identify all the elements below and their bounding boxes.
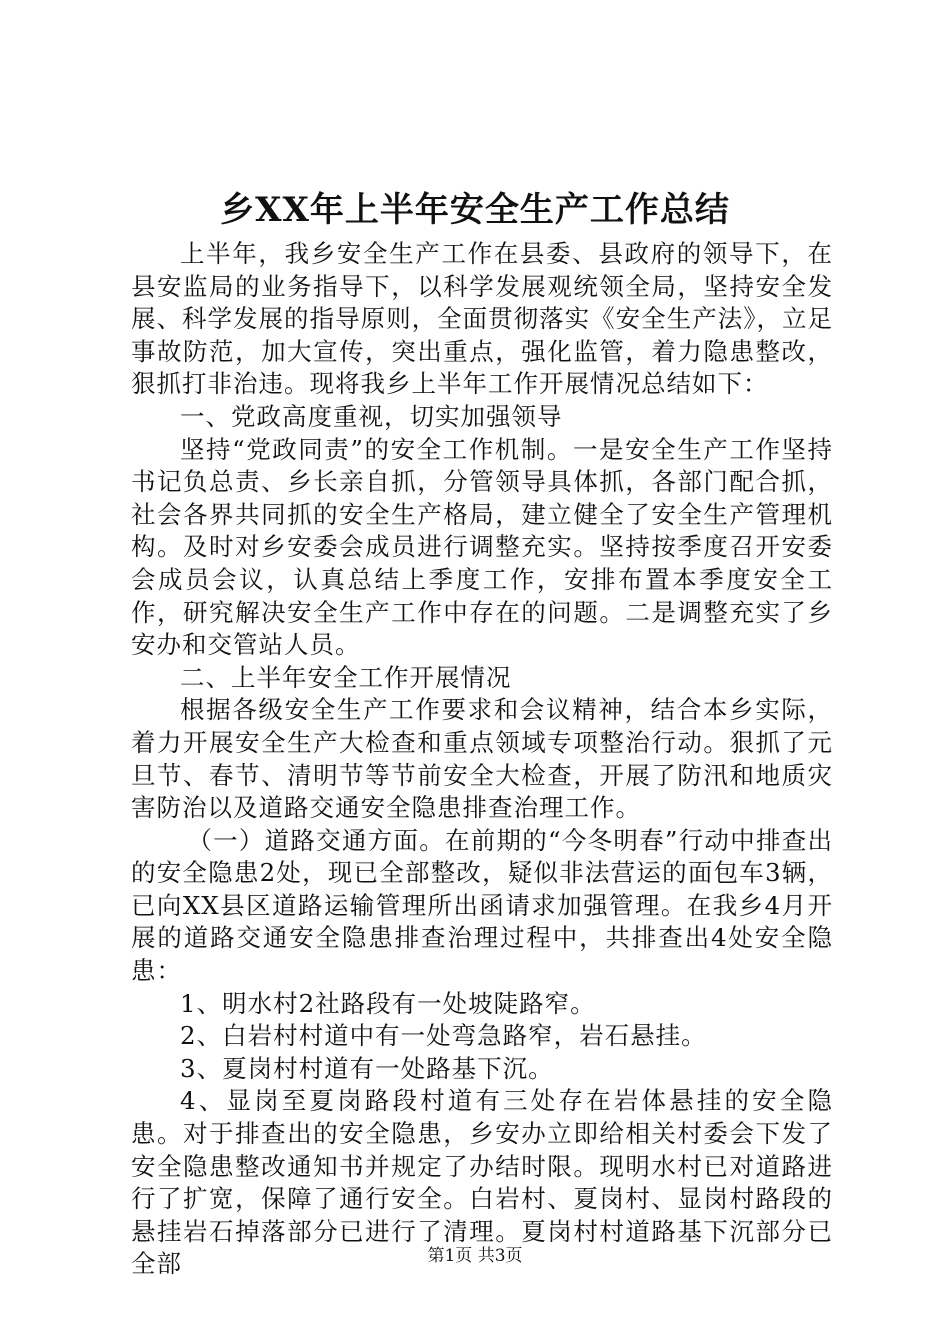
section-heading-2: 二、上半年安全工作开展情况 xyxy=(180,662,512,692)
document-title: 乡XX年上半年安全生产工作总结 xyxy=(220,190,730,230)
section-heading-1: 一、党政高度重视，切实加强领导 xyxy=(180,401,563,431)
page-footer: 第1页 共3页 xyxy=(427,1246,523,1266)
section-2-paragraph: 根据各级安全生产工作要求和会议精神，结合本乡实际，着力开展安全生产大检查和重点领域专项整治行动。狠抓了元旦节、春节、清明节等节前安全大检查，开展了防汛和地质灾害防治以及道路交通安全隐患排查治理工作。 xyxy=(131,695,833,823)
intro-paragraph: 上半年，我乡安全生产工作在县委、县政府的领导下，在县安监局的业务指导下，以科学发展观统领全局，坚持安全发展、科学发展的指导原则，全面贯彻落实《安全生产法》，立足事故防范，加大宣传，突出重点，强化监管，着力隐患整改，狠抓打非治违。现将我乡上半年工作开展情况总结如下： xyxy=(131,239,833,399)
hazard-item-1: 1、明水村2社路段有一处坡陡路窄。 xyxy=(180,988,596,1018)
section-1-paragraph: 坚持“党政同责”的安全工作机制。一是安全生产工作坚持书记负总责、乡长亲自抓，分管领导具体抓，各部门配合抓，社会各界共同抓的安全生产格局，建立健全了安全生产管理机构。及时对乡安委会成员进行调整充实。坚持按季度召开安委会成员会议，认真总结上季度工作，安排布置本季度安全工作，研究解决安全生产工作中存在的问题。二是调整充实了乡安办和交管站人员。 xyxy=(131,434,833,660)
hazard-item-4: 4、显岗至夏岗路段村道有三处存在岩体悬挂的安全隐患。对于排查出的安全隐患，乡安办立即给相关村委会下发了安全隐患整改通知书并规定了办结时限。现明水村已对道路进行了扩宽，保障了通行安全。白岩村、夏岗村、显岗村路段的悬挂岩石掉落部分已进行了清理。夏岗村村道路基下沉部分已全部 xyxy=(131,1086,833,1279)
hazard-item-2: 2、白岩村村道中有一处弯急路窄，岩石悬挂。 xyxy=(180,1021,707,1051)
subsection-road-traffic: （一）道路交通方面。在前期的“今冬明春”行动中排查出的安全隐患2处，现已全部整改，疑似非法营运的面包车3辆，已向XX县区道路运输管理所出函请求加强管理。在我乡4月开展的道路交通安全隐患排查治理过程中，共排查出4处安全隐患： xyxy=(131,825,833,986)
hazard-item-3: 3、夏岗村村道有一处路基下沉。 xyxy=(180,1053,554,1083)
document-body xyxy=(131,238,833,1281)
